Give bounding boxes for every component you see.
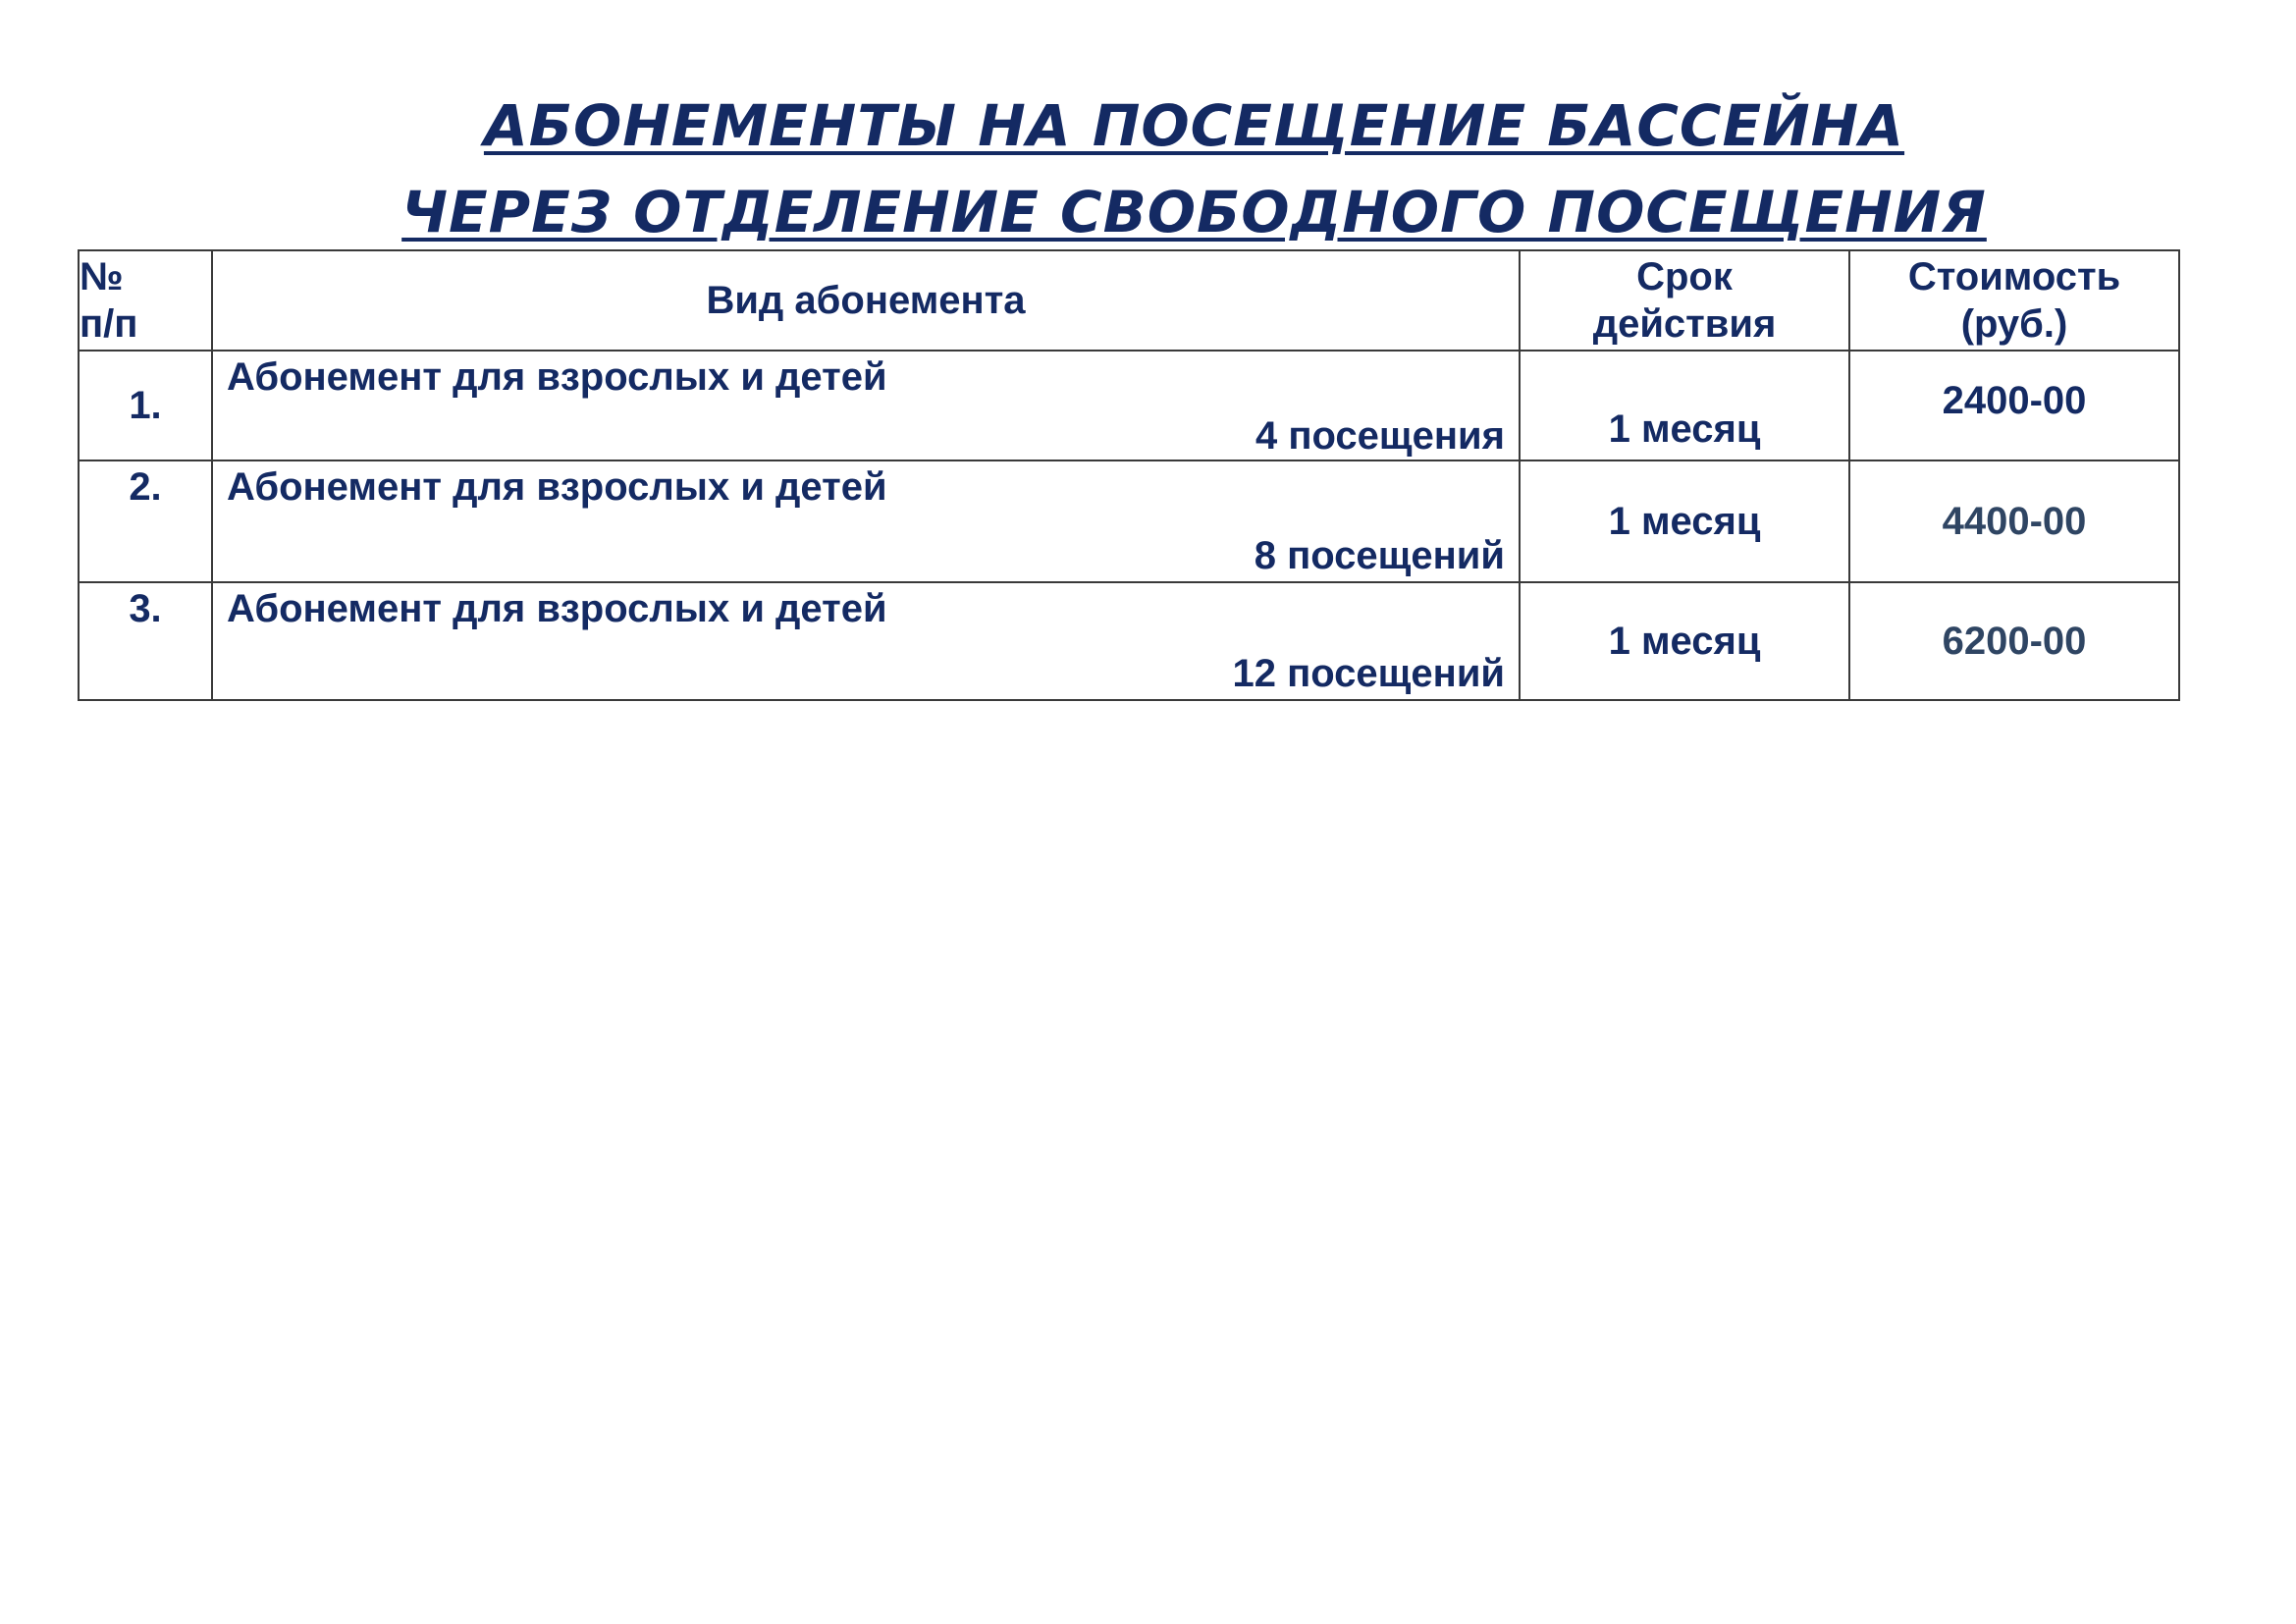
row-validity-term: 1 месяц (1520, 351, 1849, 460)
header-cost (1849, 250, 2179, 351)
subscription-name: Абонемент для взрослых и детей (227, 465, 887, 509)
document-title (0, 82, 2296, 255)
header-term-line-2: действия (1592, 302, 1777, 346)
table-row (79, 582, 2179, 700)
row-cost: 2400-00 (1849, 351, 2179, 460)
subscription-price-table (78, 249, 2180, 701)
title-line-2: ЧЕРЕЗ ОТДЕЛЕНИЕ СВОБОДНОГО ПОСЕЩЕНИЯ (401, 179, 1987, 245)
header-cost-line-2: (руб.) (1960, 302, 2068, 346)
header-number-line-2: п/п (80, 302, 138, 346)
row-subscription-type (212, 582, 1520, 700)
subscription-name: Абонемент для взрослых и детей (227, 587, 887, 630)
title-line-1: АБОНЕМЕНТЫ НА ПОСЕЩЕНИЕ БАССЕЙНА (483, 92, 1905, 159)
row-number: 1. (79, 351, 212, 460)
row-validity-term: 1 месяц (1520, 582, 1849, 700)
header-number-line-1: № (80, 255, 124, 298)
row-validity-term: 1 месяц (1520, 460, 1849, 582)
table-header-row (79, 250, 2179, 351)
row-number: 2. (79, 460, 212, 582)
row-subscription-type (212, 460, 1520, 582)
subscription-name: Абонемент для взрослых и детей (227, 355, 887, 399)
header-term-line-1: Срок (1636, 255, 1733, 298)
table-row (79, 460, 2179, 582)
row-cost: 6200-00 (1849, 582, 2179, 700)
header-cost-line-1: Стоимость (1907, 255, 2121, 298)
row-subscription-type (212, 351, 1520, 460)
table-row (79, 351, 2179, 460)
header-subscription-type: Вид абонемента (212, 250, 1520, 351)
header-number (79, 250, 212, 351)
subscription-visits: 8 посещений (1254, 534, 1505, 577)
row-cost: 4400-00 (1849, 460, 2179, 582)
header-validity-term (1520, 250, 1849, 351)
row-number: 3. (79, 582, 212, 700)
subscription-visits: 12 посещений (1232, 652, 1505, 695)
subscription-visits: 4 посещения (1255, 414, 1505, 458)
